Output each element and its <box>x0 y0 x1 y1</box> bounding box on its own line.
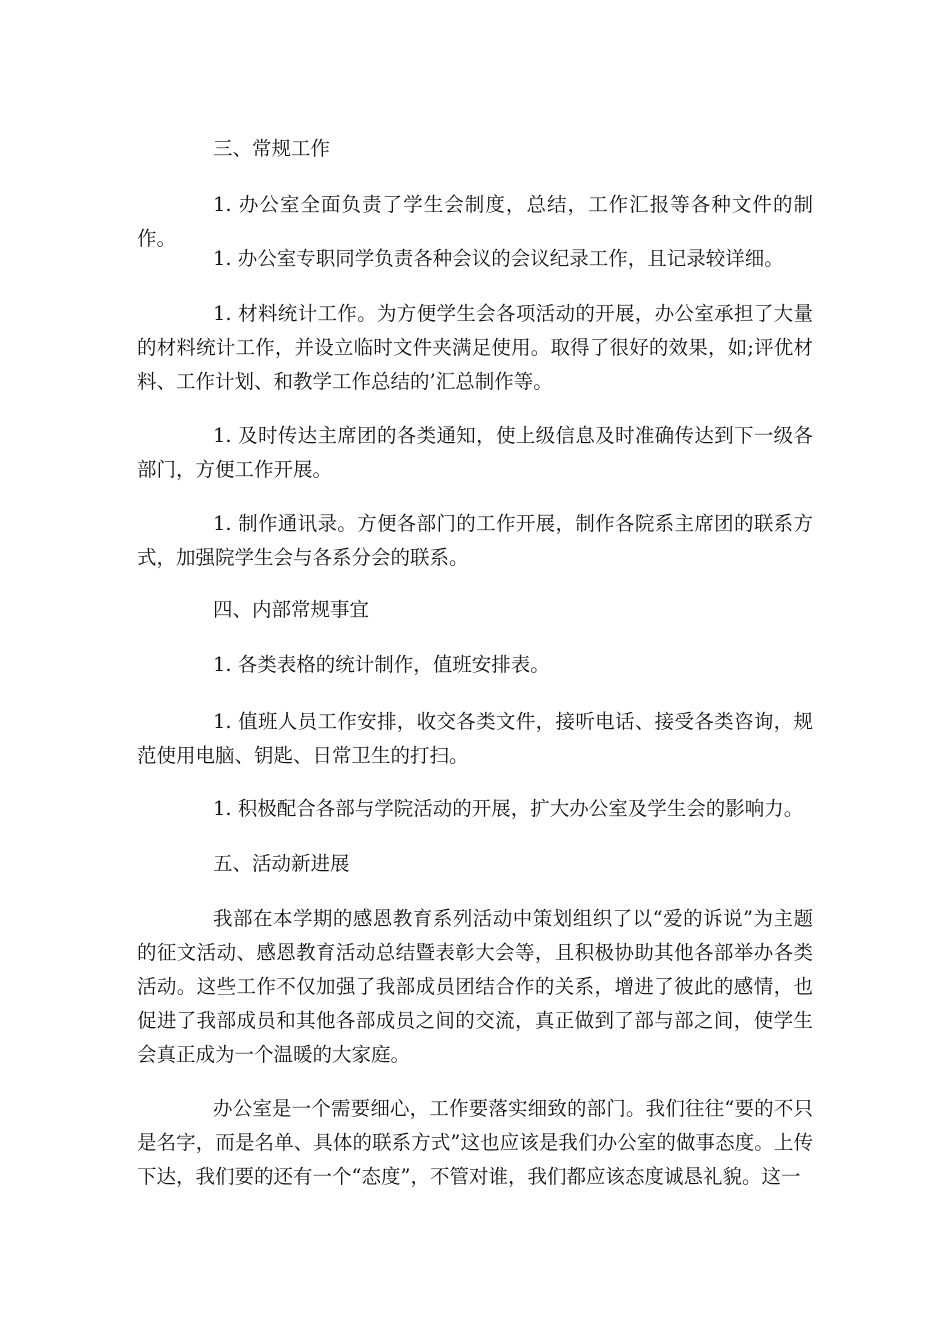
paragraph-body: 办公室是一个需要细心，工作要落实细致的部门。我们往往“要的不只是名字，而是名单、具体的联系方式”这也应该是我们办公室的做事态度。上传下达，我们要的还有一个“态度”，不管对谁，我们都应该态度诚恳礼貌。这一 <box>137 1097 813 1188</box>
paragraph-item: 1. 办公室全面负责了学生会制度，总结，工作汇报等各种文件的制作。 <box>137 193 813 250</box>
paragraph-item: 1. 值班人员工作安排，收交各类文件，接听电话、接受各类咨询，规范使用电脑、钥匙、日常卫生的打扫。 <box>137 710 813 767</box>
paragraph-body: 我部在本学期的感恩教育系列活动中策划组织了以“爱的诉说”为主题的征文活动、感恩教育活动总结暨表彰大会等，且积极协助其他各部举办各类活动。这些工作不仅加强了我部成员团结合作的关系，增进了彼此的感情，也促进了我部成员和其他各部成员之间的交流，真正做到了部与部之间，使学生会真正成为一个温暖的大家庭。 <box>137 907 813 1066</box>
paragraph-item: 1. 各类表格的统计制作，值班安排表。 <box>213 653 550 676</box>
paragraph-item: 1. 积极配合各部与学院活动的开展，扩大办公室及学生会的影响力。 <box>213 797 804 820</box>
section-heading-internal-affairs: 四、内部常规事宜 <box>213 598 370 621</box>
section-heading-activity-progress: 五、活动新进展 <box>213 852 350 875</box>
section-heading-routine-work: 三、常规工作 <box>213 137 331 160</box>
paragraph-item: 1. 材料统计工作。为方便学生会各项活动的开展，办公室承担了大量的材料统计工作，并设立临时文件夹满足使用。取得了很好的效果，如;评优材料、工作计划、和教学工作总结的’汇总制作等。 <box>137 302 813 393</box>
paragraph-item: 1. 制作通讯录。方便各部门的工作开展，制作各院系主席团的联系方式，加强院学生会与各系分会的联系。 <box>137 512 813 569</box>
paragraph-item: 1. 及时传达主席团的各类通知，使上级信息及时准确传达到下一级各部门，方便工作开展。 <box>137 424 813 481</box>
paragraph-item: 1. 办公室专职同学负责各种会议的会议纪录工作，且记录较详细。 <box>213 247 784 270</box>
